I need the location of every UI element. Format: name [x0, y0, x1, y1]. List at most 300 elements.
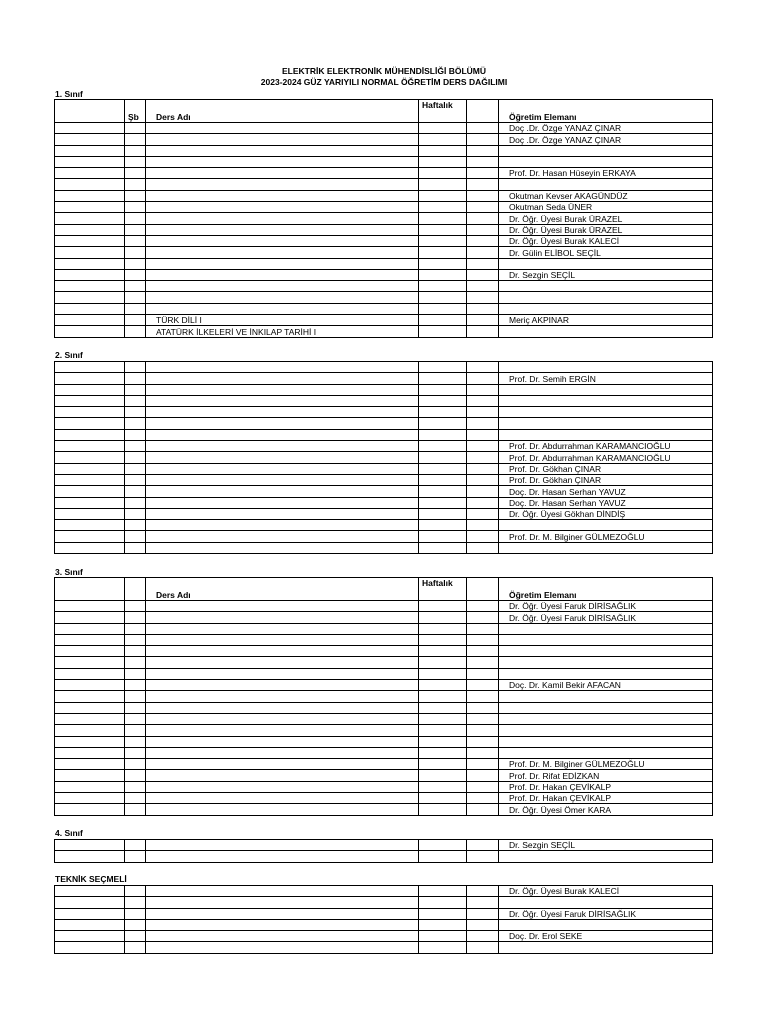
blank-cell	[467, 725, 499, 736]
course-code-cell	[55, 542, 125, 553]
course-name-cell	[146, 123, 419, 134]
course-name-cell	[146, 646, 419, 657]
blank-cell	[467, 179, 499, 190]
sb-cell	[125, 292, 146, 303]
course-name-cell	[146, 623, 419, 634]
course-code-cell	[55, 429, 125, 440]
sb-cell	[125, 804, 146, 815]
course-code-cell	[55, 292, 125, 303]
sb-cell	[125, 452, 146, 463]
instructor-cell	[499, 258, 713, 269]
table-row	[55, 612, 713, 623]
course-code-cell	[55, 247, 125, 258]
table-row	[55, 362, 713, 373]
instructor-cell	[499, 542, 713, 553]
course-code-cell	[55, 781, 125, 792]
weekly-hours-cell	[419, 531, 467, 542]
sb-cell	[125, 429, 146, 440]
course-code-cell	[55, 680, 125, 691]
table-row	[55, 235, 713, 246]
course-name-cell	[146, 486, 419, 497]
table-row	[55, 657, 713, 668]
table-row	[55, 851, 713, 862]
blank-cell	[467, 373, 499, 384]
blank-cell	[467, 919, 499, 930]
sb-cell	[125, 463, 146, 474]
course-code-cell	[55, 725, 125, 736]
header-instructor: Öğretim Elemanı	[499, 578, 713, 601]
weekly-hours-cell	[419, 612, 467, 623]
header-weekly-hours: Haftalık	[419, 100, 467, 123]
blank-cell	[467, 326, 499, 337]
table-row	[55, 292, 713, 303]
instructor-cell	[499, 657, 713, 668]
course-code-cell	[55, 851, 125, 862]
course-name-cell	[146, 213, 419, 224]
weekly-hours-cell	[419, 840, 467, 851]
header-code-cell	[55, 100, 125, 123]
course-code-cell	[55, 224, 125, 235]
blank-cell	[467, 463, 499, 474]
instructor-cell: Doç .Dr. Özge YANAZ ÇINAR	[499, 123, 713, 134]
sb-cell	[125, 269, 146, 280]
course-code-cell	[55, 407, 125, 418]
sb-cell	[125, 691, 146, 702]
weekly-hours-cell	[419, 919, 467, 930]
course-code-cell	[55, 531, 125, 542]
instructor-cell: Dr. Öğr. Üyesi Ömer KARA	[499, 804, 713, 815]
blank-cell	[467, 258, 499, 269]
table-sinif-3	[54, 577, 713, 816]
blank-cell	[467, 497, 499, 508]
blank-cell	[467, 418, 499, 429]
weekly-hours-cell	[419, 886, 467, 897]
instructor-cell: Prof. Dr. Semih ERGİN	[499, 373, 713, 384]
sb-cell	[125, 168, 146, 179]
instructor-cell	[499, 897, 713, 908]
table-row	[55, 713, 713, 724]
course-code-cell	[55, 886, 125, 897]
section-label-sinif-4: 4. Sınıf	[55, 828, 83, 838]
weekly-hours-cell	[419, 851, 467, 862]
sb-cell	[125, 235, 146, 246]
blank-cell	[467, 646, 499, 657]
weekly-hours-cell	[419, 804, 467, 815]
table-row	[55, 123, 713, 134]
table-row	[55, 542, 713, 553]
course-name-cell	[146, 680, 419, 691]
weekly-hours-cell	[419, 303, 467, 314]
sb-cell	[125, 190, 146, 201]
weekly-hours-cell	[419, 145, 467, 156]
sb-cell	[125, 474, 146, 485]
sb-cell	[125, 542, 146, 553]
weekly-hours-cell	[419, 407, 467, 418]
instructor-cell	[499, 646, 713, 657]
course-code-cell	[55, 942, 125, 953]
blank-cell	[467, 713, 499, 724]
course-code-cell	[55, 258, 125, 269]
course-name-cell	[146, 542, 419, 553]
sb-cell	[125, 315, 146, 326]
course-code-cell	[55, 713, 125, 724]
sb-cell	[125, 258, 146, 269]
weekly-hours-cell	[419, 942, 467, 953]
instructor-cell	[499, 429, 713, 440]
blank-cell	[467, 429, 499, 440]
blank-cell	[467, 520, 499, 531]
blank-cell	[467, 680, 499, 691]
course-name-cell	[146, 942, 419, 953]
weekly-hours-cell	[419, 634, 467, 645]
table-sinif-1	[54, 99, 713, 338]
weekly-hours-cell	[419, 235, 467, 246]
course-name-cell	[146, 851, 419, 862]
instructor-cell: Dr. Öğr. Üyesi Gökhan DİNDİŞ	[499, 508, 713, 519]
course-name-cell	[146, 179, 419, 190]
header-blank-cell	[467, 100, 499, 123]
course-code-cell	[55, 418, 125, 429]
blank-cell	[467, 123, 499, 134]
weekly-hours-cell	[419, 520, 467, 531]
sb-cell	[125, 326, 146, 337]
course-code-cell	[55, 202, 125, 213]
course-name-cell	[146, 840, 419, 851]
sb-cell	[125, 601, 146, 612]
course-code-cell	[55, 156, 125, 167]
course-code-cell	[55, 145, 125, 156]
instructor-cell: Prof. Dr. Gökhan ÇINAR	[499, 463, 713, 474]
table-row	[55, 668, 713, 679]
table-row	[55, 326, 713, 337]
table-row	[55, 759, 713, 770]
table-row	[55, 691, 713, 702]
weekly-hours-cell	[419, 123, 467, 134]
course-name-cell	[146, 303, 419, 314]
course-code-cell	[55, 508, 125, 519]
table-row	[55, 919, 713, 930]
table-row	[55, 168, 713, 179]
sb-cell	[125, 486, 146, 497]
course-name-cell	[146, 362, 419, 373]
course-name-cell	[146, 156, 419, 167]
instructor-cell: Doç. Dr. Hasan Serhan YAVUZ	[499, 497, 713, 508]
sb-cell	[125, 418, 146, 429]
weekly-hours-cell	[419, 474, 467, 485]
course-code-cell	[55, 623, 125, 634]
course-code-cell	[55, 770, 125, 781]
instructor-cell: Prof. Dr. M. Bilginer GÜLMEZOĞLU	[499, 531, 713, 542]
weekly-hours-cell	[419, 725, 467, 736]
instructor-cell: Dr. Öğr. Üyesi Burak KALECİ	[499, 235, 713, 246]
instructor-cell: Prof. Dr. Rifat EDİZKAN	[499, 770, 713, 781]
course-name-cell	[146, 702, 419, 713]
table-row	[55, 145, 713, 156]
header-course-name: Ders Adı	[146, 100, 419, 123]
weekly-hours-cell	[419, 247, 467, 258]
sb-cell	[125, 384, 146, 395]
blank-cell	[467, 542, 499, 553]
blank-cell	[467, 851, 499, 862]
instructor-cell	[499, 713, 713, 724]
table-row	[55, 407, 713, 418]
weekly-hours-cell	[419, 213, 467, 224]
sb-cell	[125, 759, 146, 770]
sb-cell	[125, 736, 146, 747]
blank-cell	[467, 190, 499, 201]
document-subtitle: 2023-2024 GÜZ YARIYILI NORMAL ÖĞRETİM DERS DAĞILIMI	[260, 77, 508, 87]
blank-cell	[467, 202, 499, 213]
weekly-hours-cell	[419, 429, 467, 440]
weekly-hours-cell	[419, 623, 467, 634]
weekly-hours-cell	[419, 736, 467, 747]
sb-cell	[125, 281, 146, 292]
course-name-cell	[146, 384, 419, 395]
course-name-cell	[146, 168, 419, 179]
course-name-cell: TÜRK DİLİ I	[146, 315, 419, 326]
instructor-cell	[499, 326, 713, 337]
weekly-hours-cell	[419, 680, 467, 691]
blank-cell	[467, 269, 499, 280]
table-row	[55, 646, 713, 657]
sb-cell	[125, 145, 146, 156]
blank-cell	[467, 303, 499, 314]
blank-cell	[467, 691, 499, 702]
blank-cell	[467, 407, 499, 418]
course-code-cell	[55, 452, 125, 463]
blank-cell	[467, 508, 499, 519]
weekly-hours-cell	[419, 362, 467, 373]
blank-cell	[467, 781, 499, 792]
course-code-cell	[55, 668, 125, 679]
course-name-cell	[146, 931, 419, 942]
weekly-hours-cell	[419, 463, 467, 474]
course-code-cell	[55, 736, 125, 747]
table-row	[55, 897, 713, 908]
weekly-hours-cell	[419, 258, 467, 269]
table-row	[55, 213, 713, 224]
weekly-hours-cell	[419, 179, 467, 190]
sb-cell	[125, 134, 146, 145]
weekly-hours-cell	[419, 190, 467, 201]
course-name-cell	[146, 919, 419, 930]
course-name-cell	[146, 407, 419, 418]
section-label-sinif-3: 3. Sınıf	[55, 567, 83, 577]
sb-cell	[125, 179, 146, 190]
table-row	[55, 942, 713, 953]
weekly-hours-cell	[419, 781, 467, 792]
table-row	[55, 474, 713, 485]
weekly-hours-cell	[419, 134, 467, 145]
course-name-cell	[146, 190, 419, 201]
table-row	[55, 623, 713, 634]
table-row	[55, 303, 713, 314]
course-name-cell	[146, 908, 419, 919]
course-code-cell	[55, 179, 125, 190]
instructor-cell: Prof. Dr. Abdurrahman KARAMANCIOĞLU	[499, 441, 713, 452]
course-code-cell	[55, 281, 125, 292]
instructor-cell	[499, 851, 713, 862]
sb-cell	[125, 247, 146, 258]
instructor-cell: Prof. Dr. Gökhan ÇINAR	[499, 474, 713, 485]
course-code-cell	[55, 303, 125, 314]
blank-cell	[467, 247, 499, 258]
table-row	[55, 886, 713, 897]
blank-cell	[467, 908, 499, 919]
sb-cell	[125, 851, 146, 862]
instructor-cell: Prof. Dr. M. Bilginer GÜLMEZOĞLU	[499, 759, 713, 770]
table-row	[55, 634, 713, 645]
weekly-hours-cell	[419, 168, 467, 179]
blank-cell	[467, 474, 499, 485]
instructor-cell	[499, 156, 713, 167]
sb-cell	[125, 497, 146, 508]
course-code-cell	[55, 235, 125, 246]
instructor-cell	[499, 747, 713, 758]
header-code-cell	[55, 578, 125, 601]
instructor-cell	[499, 395, 713, 406]
table-row	[55, 179, 713, 190]
course-name-cell	[146, 770, 419, 781]
section-label-sinif-1: 1. Sınıf	[55, 89, 83, 99]
course-name-cell: ATATÜRK İLKELERİ VE İNKILAP TARİHİ I	[146, 326, 419, 337]
course-name-cell	[146, 497, 419, 508]
instructor-cell: Doç. Dr. Kamil Bekir AFACAN	[499, 680, 713, 691]
course-code-cell	[55, 463, 125, 474]
course-name-cell	[146, 520, 419, 531]
course-name-cell	[146, 657, 419, 668]
instructor-cell	[499, 303, 713, 314]
course-code-cell	[55, 474, 125, 485]
table-row	[55, 452, 713, 463]
course-name-cell	[146, 145, 419, 156]
weekly-hours-cell	[419, 486, 467, 497]
instructor-cell: Okutman Seda ÜNER	[499, 202, 713, 213]
sb-cell	[125, 919, 146, 930]
table-row	[55, 508, 713, 519]
course-name-cell	[146, 474, 419, 485]
blank-cell	[467, 931, 499, 942]
weekly-hours-cell	[419, 508, 467, 519]
sb-cell	[125, 373, 146, 384]
course-name-cell	[146, 452, 419, 463]
course-name-cell	[146, 612, 419, 623]
instructor-cell	[499, 281, 713, 292]
sb-cell	[125, 441, 146, 452]
weekly-hours-cell	[419, 497, 467, 508]
instructor-cell	[499, 384, 713, 395]
course-code-cell	[55, 691, 125, 702]
course-code-cell	[55, 747, 125, 758]
course-code-cell	[55, 384, 125, 395]
course-name-cell	[146, 463, 419, 474]
instructor-cell: Prof. Dr. Abdurrahman KARAMANCIOĞLU	[499, 452, 713, 463]
table-header-row	[55, 578, 713, 601]
instructor-cell	[499, 942, 713, 953]
course-code-cell	[55, 601, 125, 612]
weekly-hours-cell	[419, 713, 467, 724]
blank-cell	[467, 668, 499, 679]
sb-cell	[125, 931, 146, 942]
table-row	[55, 258, 713, 269]
table-row	[55, 269, 713, 280]
instructor-cell	[499, 725, 713, 736]
blank-cell	[467, 840, 499, 851]
blank-cell	[467, 942, 499, 953]
sb-cell	[125, 680, 146, 691]
instructor-cell	[499, 179, 713, 190]
weekly-hours-cell	[419, 601, 467, 612]
course-name-cell	[146, 804, 419, 815]
sb-cell	[125, 840, 146, 851]
weekly-hours-cell	[419, 418, 467, 429]
table-row	[55, 770, 713, 781]
course-name-cell	[146, 235, 419, 246]
table-row	[55, 418, 713, 429]
course-code-cell	[55, 486, 125, 497]
blank-cell	[467, 134, 499, 145]
blank-cell	[467, 759, 499, 770]
course-code-cell	[55, 134, 125, 145]
instructor-cell	[499, 145, 713, 156]
instructor-cell	[499, 668, 713, 679]
instructor-cell: Dr. Sezgin SEÇİL	[499, 840, 713, 851]
section-label-teknik-secmeli: TEKNİK SEÇMELİ	[55, 874, 127, 884]
course-name-cell	[146, 247, 419, 258]
instructor-cell: Doç .Dr. Özge YANAZ ÇINAR	[499, 134, 713, 145]
table-row	[55, 190, 713, 201]
sb-cell	[125, 897, 146, 908]
sb-cell	[125, 713, 146, 724]
header-weekly-hours: Haftalık	[419, 578, 467, 601]
course-name-cell	[146, 691, 419, 702]
table-row	[55, 134, 713, 145]
course-code-cell	[55, 793, 125, 804]
course-name-cell	[146, 508, 419, 519]
instructor-cell: Dr. Sezgin SEÇİL	[499, 269, 713, 280]
sb-cell	[125, 886, 146, 897]
blank-cell	[467, 897, 499, 908]
sb-cell	[125, 303, 146, 314]
course-code-cell	[55, 702, 125, 713]
sb-cell	[125, 612, 146, 623]
blank-cell	[467, 452, 499, 463]
blank-cell	[467, 793, 499, 804]
blank-cell	[467, 384, 499, 395]
blank-cell	[467, 612, 499, 623]
weekly-hours-cell	[419, 668, 467, 679]
instructor-cell	[499, 520, 713, 531]
blank-cell	[467, 315, 499, 326]
table-row	[55, 520, 713, 531]
weekly-hours-cell	[419, 441, 467, 452]
course-code-cell	[55, 168, 125, 179]
instructor-cell: Dr. Gülin ELİBOL SEÇİL	[499, 247, 713, 258]
header-instructor: Öğretim Elemanı	[499, 100, 713, 123]
table-row	[55, 601, 713, 612]
instructor-cell: Prof. Dr. Hakan ÇEVİKALP	[499, 793, 713, 804]
blank-cell	[467, 281, 499, 292]
course-name-cell	[146, 395, 419, 406]
sb-cell	[125, 657, 146, 668]
table-row	[55, 281, 713, 292]
table-row	[55, 373, 713, 384]
course-code-cell	[55, 634, 125, 645]
header-course-name: Ders Adı	[146, 578, 419, 601]
blank-cell	[467, 702, 499, 713]
instructor-cell	[499, 292, 713, 303]
blank-cell	[467, 657, 499, 668]
